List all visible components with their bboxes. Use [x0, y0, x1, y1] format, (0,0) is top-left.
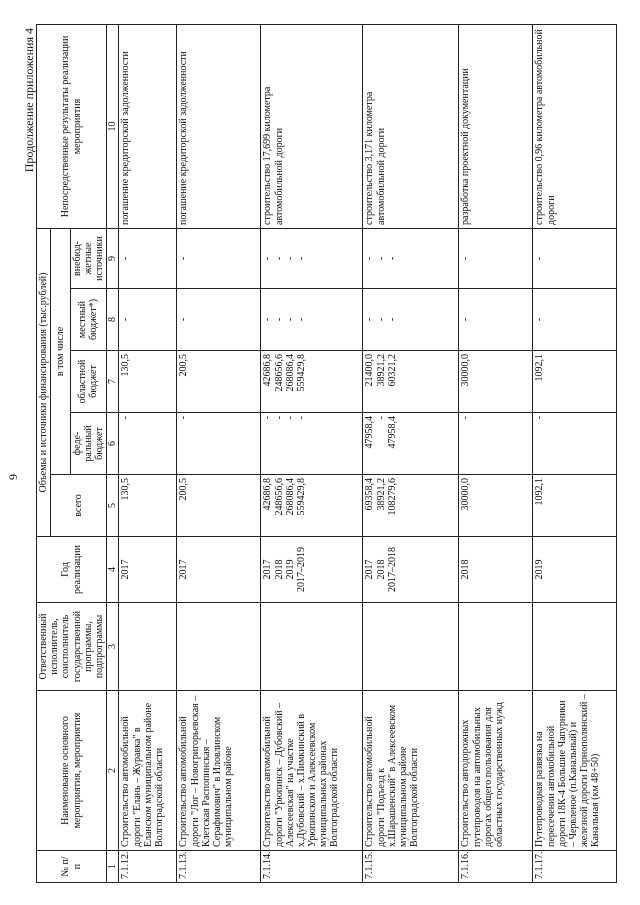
executor-cell	[363, 603, 459, 691]
local-cell	[119, 289, 177, 351]
header-total: всего	[51, 475, 107, 537]
year-cell-value: 2018	[460, 559, 472, 580]
column-number: 2	[107, 691, 119, 851]
federal-cell	[177, 413, 261, 475]
total-cell-value: 268086,4	[284, 478, 296, 516]
executor-cell	[261, 603, 363, 691]
total-cell	[119, 475, 177, 537]
local-cell	[459, 289, 533, 351]
total-cell-value: 30000,0	[460, 478, 472, 511]
header-funding: Объемы и источники финансирования (тыс.рублей)	[37, 228, 51, 536]
result-cell: строительство 0,96 километра автомобильной дороги	[533, 24, 617, 228]
year-cell	[177, 537, 261, 603]
local-cell-value: -	[386, 317, 398, 322]
total-cell	[177, 475, 261, 537]
extra-cell-value: -	[534, 256, 546, 261]
regional-cell-value: 30000,0	[460, 354, 472, 387]
year-cell	[533, 537, 617, 603]
regional-cell	[533, 351, 617, 413]
regional-cell	[459, 351, 533, 413]
extra-cell-value: -	[262, 256, 274, 261]
regional-cell-value: 42686,8	[262, 354, 274, 387]
extra-cell-value: -	[375, 256, 387, 261]
year-cell	[459, 537, 533, 603]
column-number: 10	[107, 24, 119, 228]
row-number: 7.1.13.	[177, 851, 261, 883]
federal-cell	[363, 413, 459, 475]
total-cell-value: 42686,8	[262, 478, 274, 511]
year-cell-value: 2019	[284, 559, 296, 580]
federal-cell-value: 47958,4	[364, 416, 376, 449]
row-number: 7.1.16.	[459, 851, 533, 883]
local-cell-value: -	[262, 317, 274, 322]
year-cell-value: 2017–2019	[295, 547, 307, 592]
page-number: 9	[6, 474, 20, 480]
table-row	[363, 24, 459, 882]
local-cell-value: -	[460, 317, 472, 322]
extra-cell-value: -	[460, 256, 472, 261]
row-number: 7.1.12.	[119, 851, 177, 883]
header-local: местный бюджет*)	[70, 289, 107, 351]
continuation-label: Продолжение приложения 4	[22, 28, 36, 173]
measure-name: Строительство автомобильной дороги "Подъезд к х.Шарашенский" в Алексеевском муниципальном районе Волгоградской области	[363, 691, 459, 851]
federal-cell	[459, 413, 533, 475]
program-table	[36, 24, 617, 883]
extra-cell-value: -	[364, 256, 376, 261]
header-year: Год реализации	[37, 537, 107, 603]
regional-cell	[261, 351, 363, 413]
header-including: в том числе	[51, 228, 70, 474]
header-regional: областной бюджет	[70, 351, 107, 413]
year-cell	[119, 537, 177, 603]
regional-cell-value: 248656,6	[273, 354, 285, 392]
extra-cell	[261, 228, 363, 288]
federal-cell-value: -	[178, 416, 190, 420]
executor-cell	[119, 603, 177, 691]
regional-cell-value: 38921,2	[375, 354, 387, 387]
local-cell-value: -	[273, 317, 285, 322]
column-number: 5	[107, 475, 119, 537]
year-cell-value: 2017	[364, 559, 376, 580]
total-cell-value: 69358,4	[364, 478, 376, 511]
regional-cell-value: 21400,0	[364, 354, 376, 387]
table-row	[533, 24, 617, 882]
extra-cell-value: -	[284, 256, 296, 261]
local-cell-value: -	[295, 317, 307, 322]
year-cell-value: 2017–2018	[386, 547, 398, 592]
year-cell-value: 2019	[534, 559, 546, 580]
row-number: 7.1.17.	[533, 851, 617, 883]
extra-cell	[119, 228, 177, 288]
year-cell	[363, 537, 459, 603]
extra-cell-value: -	[120, 256, 132, 261]
table-row	[261, 24, 363, 882]
federal-cell	[119, 413, 177, 475]
local-cell	[261, 289, 363, 351]
local-cell-value: -	[534, 317, 546, 322]
measure-name: Строительство автомобильной дороги "Елань – Журавка" в Еланском муниципальном районе Волгоградской области	[119, 691, 177, 851]
total-cell	[459, 475, 533, 537]
regional-cell	[177, 351, 261, 413]
local-cell	[533, 289, 617, 351]
total-cell-value: 248656,6	[273, 478, 285, 516]
federal-cell	[261, 413, 363, 475]
regional-cell-value: 200,5	[178, 354, 190, 377]
total-cell-value: 108279,6	[386, 478, 398, 516]
local-cell	[177, 289, 261, 351]
total-cell-value: 130,5	[120, 478, 132, 501]
measure-name: Строительство автомобильной дороги "Урюпинск – Дубовский – Алексеевская" на участке х.Дубовский – х.Пимкинский в Урюпинском и Алексеевском муниципальных районах Волгоградской области	[261, 691, 363, 851]
result-cell: погашение кредиторской задолженности	[177, 24, 261, 228]
measure-name: Строительство автомобильной дороги "Лог – Новогригорьевская – Клетская Распопинская – Серафимович" в Иловлинском муниципальном районе	[177, 691, 261, 851]
header-federal: федеральный бюджет	[70, 413, 107, 475]
federal-cell-value: -	[460, 416, 472, 420]
result-cell: строительство 17,699 километра автомобильной дороги	[261, 24, 363, 228]
year-cell-value: 2018	[375, 559, 387, 580]
regional-cell	[119, 351, 177, 413]
column-number: 8	[107, 289, 119, 351]
table-row	[459, 24, 533, 882]
year-cell-value: 2017	[120, 559, 132, 580]
measure-name: Путепроводная развязка на пересечении автомобильной дороги 18К-4 Большие Чапурники – Червленое (п.Канальный) и железной дороги Горнополянский – Канальная (км 48+50)	[533, 691, 617, 851]
total-cell	[261, 475, 363, 537]
table-row	[177, 24, 261, 882]
column-number: 7	[107, 351, 119, 413]
total-cell-value: 1092,1	[534, 478, 546, 506]
executor-cell	[459, 603, 533, 691]
executor-cell	[533, 603, 617, 691]
extra-cell	[177, 228, 261, 288]
column-number: 9	[107, 228, 119, 288]
result-cell: погашение кредиторской задолженности	[119, 24, 177, 228]
total-cell	[533, 475, 617, 537]
column-number: 3	[107, 603, 119, 691]
header-extra: внебюджетные источники	[70, 228, 107, 288]
federal-cell-value: -	[284, 416, 296, 420]
header-result: Непосредственные результаты реализации мероприятия	[37, 24, 107, 228]
local-cell-value: -	[284, 317, 296, 322]
year-cell	[261, 537, 363, 603]
regional-cell-value: 130,5	[120, 354, 132, 377]
row-number: 7.1.15.	[363, 851, 459, 883]
extra-cell	[533, 228, 617, 288]
extra-cell-value: -	[386, 256, 398, 261]
regional-cell-value: 559429,8	[295, 354, 307, 392]
extra-cell-value: -	[295, 256, 307, 261]
executor-cell	[177, 603, 261, 691]
column-number: 6	[107, 413, 119, 475]
federal-cell-value: -	[295, 416, 307, 420]
local-cell-value: -	[375, 317, 387, 322]
regional-cell-value: 60321,2	[386, 354, 398, 387]
regional-cell	[363, 351, 459, 413]
column-number: 1	[107, 851, 119, 883]
federal-cell-value: -	[120, 416, 132, 420]
result-cell: разработка проектной документации	[459, 24, 533, 228]
column-number-row	[107, 24, 119, 882]
local-cell	[363, 289, 459, 351]
row-number: 7.1.14.	[261, 851, 363, 883]
total-cell-value: 200,5	[178, 478, 190, 501]
total-cell-value: 559429,8	[295, 478, 307, 516]
extra-cell-value: -	[273, 256, 285, 261]
federal-cell-value: -	[534, 416, 546, 420]
local-cell-value: -	[178, 317, 190, 322]
federal-cell-value: -	[262, 416, 274, 420]
regional-cell-value: 268086,4	[284, 354, 296, 392]
header-executor: Ответственный исполнитель, соисполнитель государственной программы, подпрограммы	[37, 603, 107, 691]
total-cell-value: 38921,2	[375, 478, 387, 511]
local-cell-value: -	[120, 317, 132, 322]
year-cell-value: 2017	[178, 559, 190, 580]
result-cell: строительство 3,171 километра автомобильной дороги	[363, 24, 459, 228]
federal-cell-value: 47958,4	[386, 416, 398, 449]
header-name: Наименование основного мероприятия, мероприятия	[37, 691, 107, 851]
table-row	[119, 24, 177, 882]
extra-cell-value: -	[178, 256, 190, 261]
header-num: № п/п	[37, 851, 107, 883]
total-cell	[363, 475, 459, 537]
federal-cell-value: -	[375, 416, 387, 420]
year-cell-value: 2018	[273, 559, 285, 580]
local-cell-value: -	[364, 317, 376, 322]
federal-cell	[533, 413, 617, 475]
extra-cell	[363, 228, 459, 288]
year-cell-value: 2017	[262, 559, 274, 580]
regional-cell-value: 1092,1	[534, 354, 546, 382]
extra-cell	[459, 228, 533, 288]
measure-name: Строительство автодорожных путепроводов на автомобильных дорогах общего пользования для областных государственных нужд	[459, 691, 533, 851]
column-number: 4	[107, 537, 119, 603]
federal-cell-value: -	[273, 416, 285, 420]
table-body	[107, 24, 617, 882]
